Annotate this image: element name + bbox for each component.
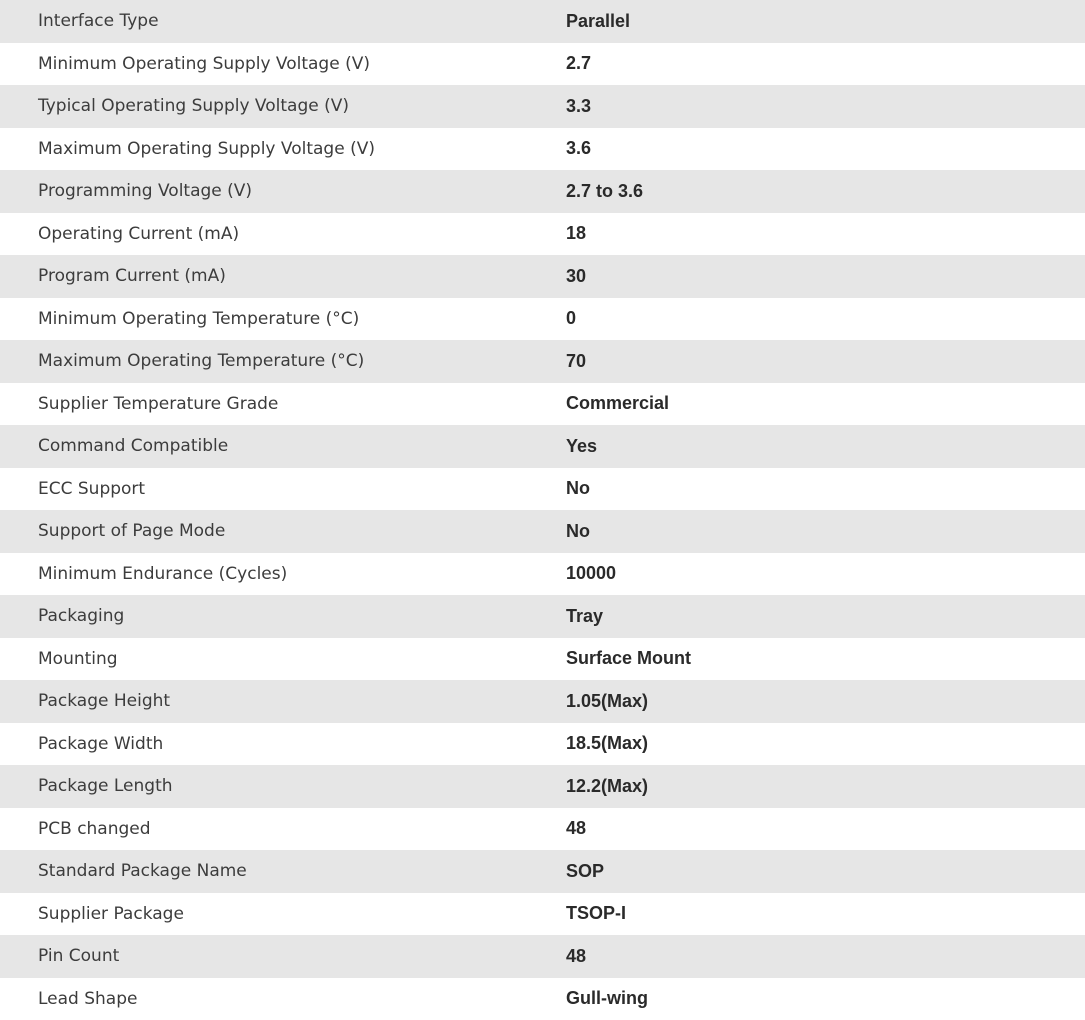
table-row [0, 43, 1085, 86]
spec-label: Minimum Operating Supply Voltage (V) [0, 43, 566, 86]
table-row [0, 425, 1085, 468]
spec-value: Parallel [566, 0, 1085, 43]
spec-value: No [566, 510, 1085, 553]
table-row [0, 383, 1085, 426]
spec-label: Package Width [0, 723, 566, 766]
table-row [0, 723, 1085, 766]
spec-label: Standard Package Name [0, 850, 566, 893]
spec-value: 12.2(Max) [566, 765, 1085, 808]
spec-label: Maximum Operating Supply Voltage (V) [0, 128, 566, 171]
table-row [0, 850, 1085, 893]
table-row [0, 638, 1085, 681]
table-row [0, 170, 1085, 213]
spec-value: 3.6 [566, 128, 1085, 171]
table-row [0, 893, 1085, 936]
spec-value: No [566, 468, 1085, 511]
table-row [0, 255, 1085, 298]
spec-label: Typical Operating Supply Voltage (V) [0, 85, 566, 128]
spec-value: 2.7 [566, 43, 1085, 86]
spec-label: Supplier Temperature Grade [0, 383, 566, 426]
spec-value: 3.3 [566, 85, 1085, 128]
spec-label: Operating Current (mA) [0, 213, 566, 256]
spec-value: Gull-wing [566, 978, 1085, 1020]
spec-label: Support of Page Mode [0, 510, 566, 553]
table-row [0, 935, 1085, 978]
spec-value: 18 [566, 213, 1085, 256]
spec-label: Interface Type [0, 0, 566, 43]
table-row [0, 128, 1085, 171]
spec-label: Supplier Package [0, 893, 566, 936]
table-row [0, 0, 1085, 43]
spec-value: 10000 [566, 553, 1085, 596]
table-row [0, 680, 1085, 723]
spec-value: TSOP-I [566, 893, 1085, 936]
spec-value: 0 [566, 298, 1085, 341]
spec-value: Surface Mount [566, 638, 1085, 681]
table-row [0, 298, 1085, 341]
spec-label: Program Current (mA) [0, 255, 566, 298]
table-row [0, 553, 1085, 596]
spec-label: Packaging [0, 595, 566, 638]
table-row [0, 340, 1085, 383]
table-row [0, 765, 1085, 808]
spec-value: 1.05(Max) [566, 680, 1085, 723]
table-row [0, 978, 1085, 1020]
spec-label: Minimum Operating Temperature (°C) [0, 298, 566, 341]
spec-label: Mounting [0, 638, 566, 681]
spec-value: 48 [566, 935, 1085, 978]
spec-label: Maximum Operating Temperature (°C) [0, 340, 566, 383]
table-row [0, 468, 1085, 511]
table-row [0, 85, 1085, 128]
table-row [0, 595, 1085, 638]
spec-value: 2.7 to 3.6 [566, 170, 1085, 213]
spec-label: Lead Shape [0, 978, 566, 1020]
spec-label: ECC Support [0, 468, 566, 511]
spec-value: Yes [566, 425, 1085, 468]
spec-label: Pin Count [0, 935, 566, 978]
spec-label: Command Compatible [0, 425, 566, 468]
spec-label: Minimum Endurance (Cycles) [0, 553, 566, 596]
spec-value: SOP [566, 850, 1085, 893]
spec-value: 18.5(Max) [566, 723, 1085, 766]
spec-label: PCB changed [0, 808, 566, 851]
spec-label: Package Height [0, 680, 566, 723]
spec-value: 48 [566, 808, 1085, 851]
table-row [0, 808, 1085, 851]
spec-value: 70 [566, 340, 1085, 383]
spec-value: Tray [566, 595, 1085, 638]
spec-label: Package Length [0, 765, 566, 808]
table-row [0, 510, 1085, 553]
table-row [0, 213, 1085, 256]
spec-value: 30 [566, 255, 1085, 298]
spec-label: Programming Voltage (V) [0, 170, 566, 213]
spec-value: Commercial [566, 383, 1085, 426]
